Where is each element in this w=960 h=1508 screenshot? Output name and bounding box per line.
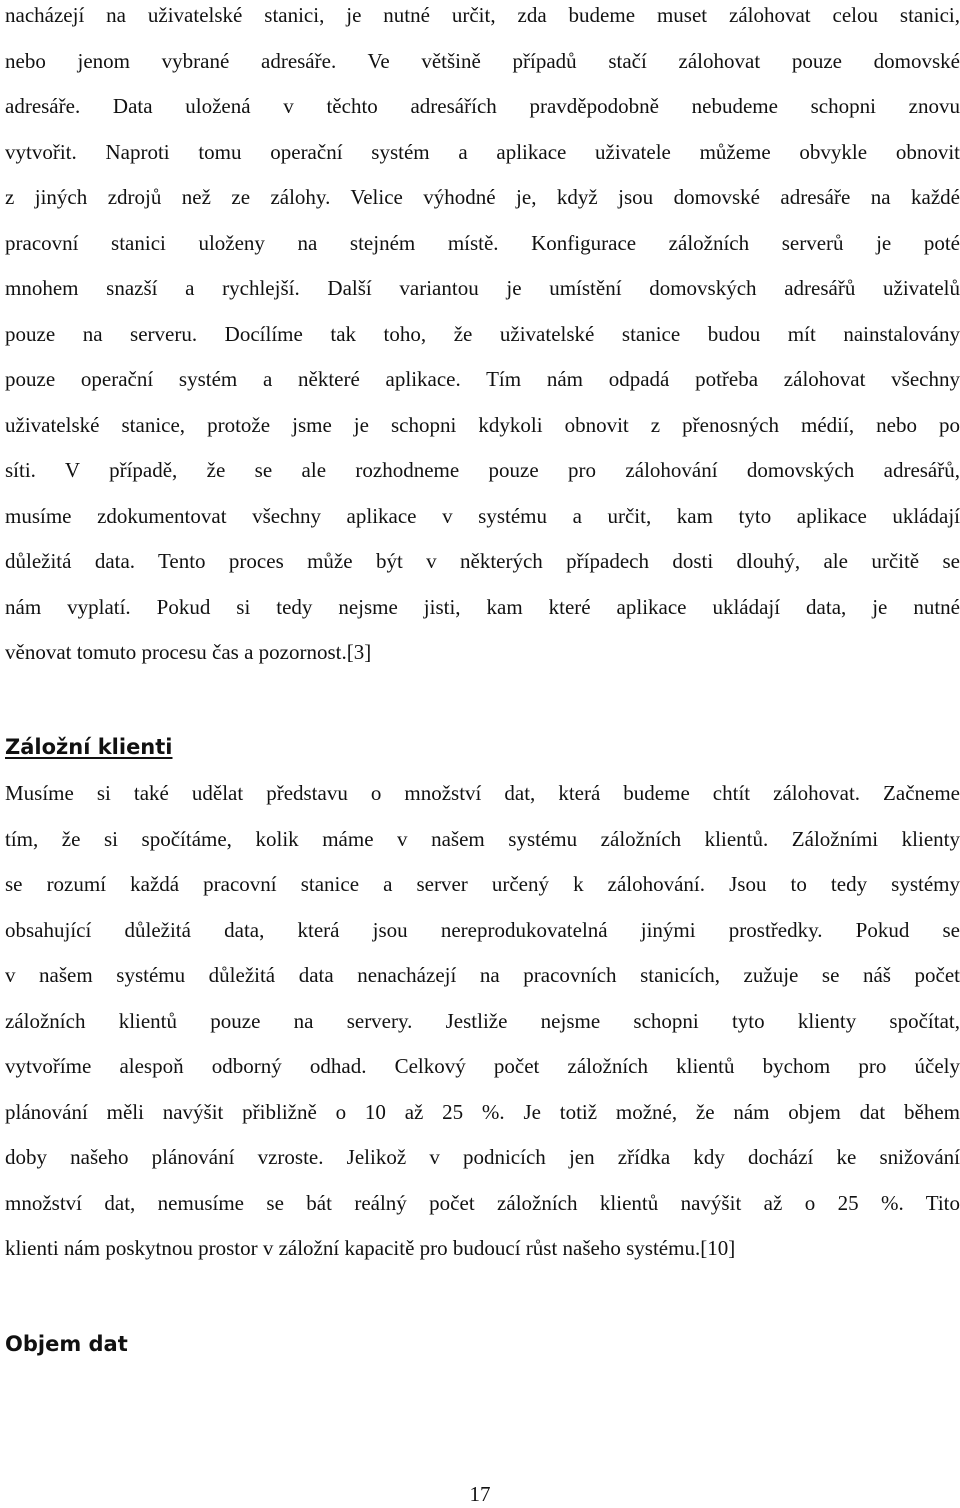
paragraph-line: klienti nám poskytnou prostor v záložní kapacitě pro budoucí růst našeho systému.[10] xyxy=(5,1236,736,1260)
paragraph-line: adresáře. Data uložená v těchto adresářích pravděpodobně nebudeme schopni znovu xyxy=(5,94,960,118)
paragraph-line: pouze na serveru. Docílíme tak toho, že uživatelské stanice budou mít nainstalovány xyxy=(5,321,960,346)
paragraph-line: pracovní stanici uloženy na stejném místě. Konfigurace záložních serverů je poté xyxy=(5,230,960,255)
paragraph-line: mnohem snazší a rychlejší. Další variantou je umístění domovských adresářů uživatelů xyxy=(5,276,960,300)
paragraph-line: nacházejí na uživatelské stanici, je nutné určit, zda budeme muset zálohovat celou stanici, xyxy=(5,3,960,27)
paragraph-line: doby našeho plánování vzroste. Jelikož v podnicích jen zřídka kdy dochází ke snižování xyxy=(5,1145,960,1169)
paragraph-line: nám vyplatí. Pokud si tedy nejsme jisti, kam které aplikace ukládají data, je nutné xyxy=(5,594,960,619)
paragraph-line: vytvoříme alespoň odborný odhad. Celkový počet záložních klientů bychom pro účely xyxy=(5,1054,960,1078)
paragraph-line: důležitá data. Tento proces může být v některých případech dosti dlouhý, ale určitě se xyxy=(5,549,960,573)
paragraph-line: se rozumí každá pracovní stanice a server určený k zálohování. Jsou to tedy systémy xyxy=(5,872,960,896)
paragraph-line: v našem systému důležitá data nenacházejí na pracovních stanicích, zužuje se náš počet xyxy=(5,963,960,987)
paragraph-line: nebo jenom vybrané adresáře. Ve většině případů stačí zálohovat pouze domovské xyxy=(5,48,960,73)
paragraph-line: síti. V případě, že se ale rozhodneme pouze pro zálohování domovských adresářů, xyxy=(5,458,960,482)
paragraph-line: věnovat tomuto procesu čas a pozornost.[3] xyxy=(5,640,372,664)
paragraph-line: záložních klientů pouze na servery. Jestliže nejsme schopni tyto klienty spočítat, xyxy=(5,1008,960,1033)
paragraph-line: uživatelské stanice, protože jsme je schopni kdykoli obnovit z přenosných médií, nebo po xyxy=(5,412,960,437)
paragraph-line: Musíme si také udělat představu o množství dat, která budeme chtít zálohovat. Začneme xyxy=(5,781,960,805)
paragraph-line: z jiných zdrojů než ze zálohy. Velice výhodné je, když jsou domovské adresáře na každé xyxy=(5,185,960,209)
paragraph-line: tím, že si spočítáme, kolik máme v našem systému záložních klientů. Záložními klienty xyxy=(5,826,960,851)
section-heading-data-volume: Objem dat xyxy=(5,1332,128,1356)
paragraph-line: pouze operační systém a některé aplikace. Tím nám odpadá potřeba zálohovat všechny xyxy=(5,367,960,391)
paragraph-line: musíme zdokumentovat všechny aplikace v systému a určit, kam tyto aplikace ukládají xyxy=(5,503,960,528)
section-heading-backup-clients: Záložní klienti xyxy=(5,735,173,759)
paragraph-line: obsahující důležitá data, která jsou nereprodukovatelná jinými prostředky. Pokud se xyxy=(5,917,960,942)
page-number: 17 xyxy=(469,1482,491,1506)
paragraph-line: vytvořit. Naproti tomu operační systém a aplikace uživatele můžeme obvykle obnovit xyxy=(5,139,960,164)
paragraph-line: množství dat, nemusíme se bát reálný počet záložních klientů navýšit až o 25 %. Tito xyxy=(5,1190,960,1215)
body-paragraph-backup-clients xyxy=(5,771,960,1272)
paragraph-line: plánování měli navýšit přibližně o 10 až 25 %. Je totiž možné, že nám objem dat během xyxy=(5,1099,960,1124)
body-paragraph-backup-scope xyxy=(5,0,960,676)
